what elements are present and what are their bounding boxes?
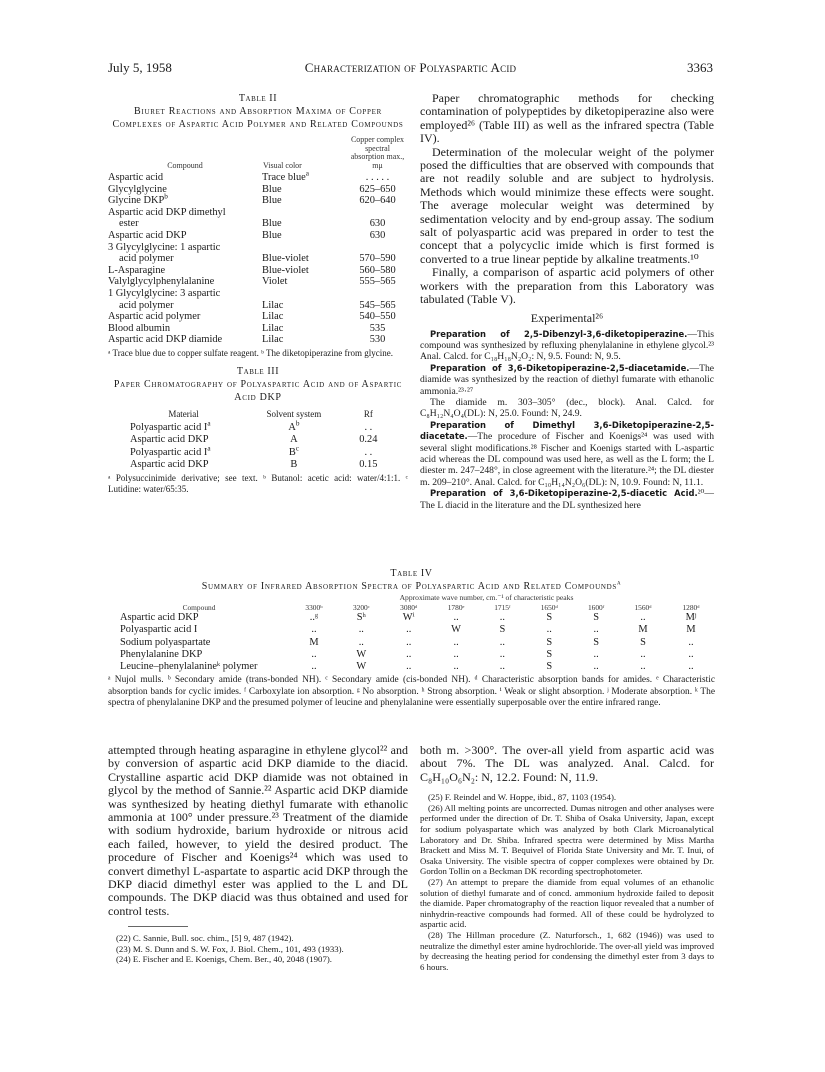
table2-cell-compound	[108, 184, 262, 196]
table2-label: Table II	[238, 93, 278, 104]
running-header	[108, 60, 713, 78]
table2-color-text: Violet	[262, 276, 288, 288]
table2-cell-color	[262, 323, 347, 335]
table4-col-wavenumber: 1650ᵈ	[540, 603, 558, 612]
table4-cell-intensity: S	[546, 661, 553, 673]
table4-cell-intensity: ..	[406, 624, 412, 636]
table2-cell-absorption: 570–590	[359, 253, 396, 265]
table3	[108, 407, 408, 471]
table4-wave-header: Approximate wave number, cm.⁻¹ of characteristic peaks	[399, 593, 574, 602]
table2-color-text: Blue	[262, 229, 282, 241]
exp-diacetic-heading: Preparation of 3,6-Diketopiperazine-2,5-diacetic Acid.	[430, 488, 698, 499]
table4-row	[108, 661, 715, 673]
table2-cell-absorption: 630	[369, 229, 386, 241]
left-column-top	[108, 92, 408, 495]
table4-cell-compound: Polyaspartic acid I	[120, 624, 198, 636]
table2-compound-text: Aspartic acid DKP	[108, 229, 187, 241]
table2-color-text: Blue	[262, 218, 282, 230]
table2-row	[108, 300, 408, 312]
table4-cell-intensity: ..	[311, 648, 317, 660]
table4-col-wavenumber: 1280ᵈ	[682, 603, 700, 612]
table2-cell-compound	[108, 192, 262, 207]
table3-cell-material	[108, 419, 259, 434]
table2-cell-compound	[108, 311, 262, 323]
table4-row	[108, 649, 715, 661]
table4-footnote: ᵃ Nujol mulls. ᵇ Secondary amide (trans-bonded NH). ᶜ Secondary amide (cis-bonded NH). ᵈ Characteristic absorption bands for amides. ᵉ Characteristic absorption bands for cyclic imides. ᶠ Carboxylate ion absorption. ᵍ No absorption. ʰ Strong absorption. ⁱ Weak or slight absorption. ʲ Moderate absorption. ᵏ The spectra of phenylalanine DKP and the presumed polymer of leucine and phenylalanine were essentially superposable over the entire infrared range.	[108, 675, 715, 709]
table2-row	[108, 195, 408, 207]
table3-material-text: Polyaspartic acid I	[130, 446, 208, 458]
table4-col-wavenumber: 3080ᵈ	[400, 603, 418, 612]
table2-cell-compound	[108, 172, 262, 184]
table2-row	[108, 311, 408, 323]
table3-row	[108, 459, 408, 471]
table2-col-visual: Visual color	[263, 160, 302, 170]
table4-cell-intensity: ..	[499, 636, 505, 648]
table2-cell-color	[262, 253, 347, 265]
paragraph-diacid-synthesis: attempted through heating asparagine in ethylene glycol²² and by conversion of aspartic acid DKP diamide to the diacid. Crystalline aspartic acid DKP diamide was not obtained in glycol by the method of Sannie.²² Aspartic acid DKP diamide was synthesized by heating diethyl fumarate with ethanolic ammonia at 100° under pressure.²³ Treatment of the diamide with sodium hydroxide, barium hydroxide or nitrous acid each failed, however, to yield the desired product. The procedure of Fischer and Koenigs²⁴ which was used to convert dimethyl L-aspartate to aspartic acid DKP through the DKP diacid dimethyl ester was applied to the L and DL compounds. The DKP diacid was thus obtained and used for control tests.	[108, 743, 408, 918]
table4-cell-compound: Leucine–phenylalanineᵏ polymer	[120, 661, 258, 673]
table3-row	[108, 447, 408, 459]
table2-color-text: Blue-violet	[262, 253, 309, 265]
table2-row	[108, 184, 408, 196]
exp-diacetate-heading: Preparation of Dimethyl 3,6-Diketopiperazine-2,5-diacetate.	[420, 419, 714, 442]
exp-diacetate-text: —The procedure of Fischer and Koenigs²⁴ was used with several slight modifications.²⁸ Fischer and Koenigs started with L-aspartic acid whereas the DL compound was used here, as well as the L form; the L diester m. 247–248°, in close agreement with the literature.²⁴; the DL diester m. 209–210°. Anal. Calcd. for C₁₀H₁₄N₂O₆(DL): N, 10.9. Found: N, 11.1.	[420, 431, 714, 488]
exp-diacetic-text: ²⁰— The L diacid in the literature and the DL synthesized here	[420, 488, 714, 511]
table4-cell-intensity: Wⁱ	[402, 612, 415, 623]
table2-row	[108, 253, 408, 265]
table2-cell-compound	[108, 288, 262, 300]
table2-cell-absorption: . . . . .	[365, 172, 390, 183]
table2-cell-color	[262, 300, 347, 312]
reference-footnote: (26) All melting points are uncorrected. Dumas nitrogen and other analyses were performed under the direction of Dr. T. Shiba of Osaka University, Japan, except for sodium polyaspartate which was analyzed by both Clark Microanalytical Laboratory and Dr. Shiba. Infrared spectra were determined by Miss Martha Brackett and Miss M. T. Bequivel of Florida State University and Mr. T. Inui, of Osaka University. The visible spectra of copper complexes were obtained by Dr. Gordon Tollin on a Beckman DK recording spectrophotometer.	[420, 802, 714, 877]
table3-solvent-text: B	[290, 458, 298, 470]
table4-cell-intensity: ..	[688, 661, 694, 673]
table4-row	[108, 624, 715, 636]
table4-cell-compound: Aspartic acid DKP	[120, 612, 199, 623]
table3-cell-solvent	[259, 444, 329, 459]
table4-cell-intensity: ..	[453, 612, 459, 623]
paragraph-comparison: Finally, a comparison of aspartic acid polymers of other workers with the preparation from this Laboratory was tabulated (Table V).	[420, 265, 714, 307]
reference-footnote: (23) M. S. Dunn and S. W. Fox, J. Biol. Chem., 101, 493 (1933).	[116, 943, 344, 954]
table4-col-wavenumber: 1715ᶠ	[494, 603, 511, 612]
table3-solvent-sup: b	[295, 419, 300, 428]
table3-cell-rf: . .	[364, 446, 373, 458]
table2-cell-absorption: 540–550	[359, 311, 396, 323]
reference-footnote: (27) An attempt to prepare the diamide from equal volumes of an ethanolic solution of diethyl fumarate and of concd. ammonium hydroxide failed to deposit the diamide. Paper chromatography of the reaction liquor revealed that a number of ninhydrin-reactive compounds had formed. All of these could be hydrolyzed to aspartic acid.	[420, 876, 714, 930]
table4-cell-intensity: ..	[593, 648, 599, 660]
table3-cell-material	[108, 459, 259, 471]
exp-diacetamide-text: —The diamide was synthesized by the reaction of diethyl fumarate with ethanolic ammonia.²³·²⁷	[420, 362, 714, 397]
table4-col-wavenumber: 1600ᶠ	[587, 603, 605, 612]
table4-cell-intensity: ..	[406, 661, 412, 673]
exp-diacetamide-heading: Preparation of 3,6-Diketopiperazine-2,5-diacetamide.	[430, 362, 690, 373]
header-title: Characterization of Polyaspartic Acid	[304, 60, 517, 75]
references-left	[108, 933, 408, 965]
reference-footnote: (25) F. Reindel and W. Hoppe, ibid., 87, 1103 (1954).	[428, 792, 617, 803]
experimental-heading: Experimental²⁶	[530, 310, 604, 325]
exp-dibenzyl-text: —This compound was synthesized by refluxing phenylalanine in ethylene glycol.²³ Anal. Calcd. for C₁₈H₁₈N₂O₂: N, 9.5. Found: N, 9.5.	[420, 328, 714, 363]
table2-cell-absorption: 620–640	[359, 195, 396, 207]
table2-row	[108, 276, 408, 288]
table4-cell-intensity: S	[546, 648, 553, 660]
table4-cell-intensity: M	[309, 636, 319, 648]
table2-compound-text: Aspartic acid DKP diamide	[108, 334, 223, 346]
table3-cell-solvent	[259, 419, 329, 434]
table4-col-compound: Compound	[182, 603, 216, 612]
exp-diacetate	[420, 420, 714, 488]
table4-label: Table IV	[390, 568, 433, 579]
table2-row	[108, 334, 408, 346]
table2-color-text: Lilac	[262, 334, 284, 346]
table4-cell-intensity: W	[356, 648, 367, 660]
table4-block	[108, 567, 715, 710]
table2-cell-color	[262, 184, 347, 196]
table3-label: Table III	[236, 365, 280, 377]
table4-cell-intensity: ..	[499, 648, 505, 660]
table2-color-text: Trace blue	[262, 172, 306, 183]
table2-compound-text: Aspartic acid polymer	[108, 311, 201, 323]
table2-cell-color	[262, 334, 347, 346]
table4-cell-intensity: ..	[358, 636, 364, 648]
reference-footnote: (24) E. Fischer and E. Koenigs, Chem. Ber., 40, 2048 (1907).	[116, 954, 332, 965]
table2-compound-text: Blood albumin	[108, 322, 171, 334]
exp-diamide-analysis: The diamide m. 303–305° (dec., block). Anal. Calcd. for C₈H₁₂N₄O₄(DL): N, 25.0. Found: N, 24.9.	[420, 396, 714, 420]
table2-title: Biuret Reactions and Absorption Maxima of Copper Complexes of Aspartic Acid Polymer and Related Compounds	[112, 106, 404, 130]
table2-footnote: ᵃ Trace blue due to copper sulfate reagent. ᵇ The diketopiperazine from glycine.	[108, 347, 393, 358]
table4-cell-compound: Phenylalanine DKP	[120, 648, 203, 660]
table3-material-text: Polyaspartic acid I	[130, 422, 208, 434]
table2-cell-color	[262, 195, 347, 207]
table2-cell-color	[262, 230, 347, 242]
table2-compound-text: Valylglycylphenylalanine	[108, 276, 215, 288]
table2-cell-color	[262, 242, 347, 254]
table2-cell-absorption: 560–580	[359, 264, 396, 276]
table3-solvent-text: B	[288, 446, 296, 458]
exp-diacetamide	[420, 363, 714, 397]
table2-cell-color	[262, 207, 347, 219]
table2-cell-compound	[108, 323, 262, 335]
table4-cell-intensity: S	[499, 624, 506, 636]
table2-cell-absorption: 630	[369, 218, 386, 230]
table4-cell-intensity: ..	[311, 661, 317, 673]
table2-cell-compound	[108, 207, 262, 219]
table2-cell-absorption	[347, 242, 408, 254]
table3-row	[108, 434, 408, 446]
right-column-top	[420, 92, 714, 511]
table4-row	[108, 637, 715, 649]
footnote-separator	[128, 926, 188, 927]
table2-color-text: Blue-violet	[262, 264, 309, 276]
table4-cell-intensity: S	[546, 636, 553, 648]
table4-cell-intensity: ..	[688, 636, 694, 648]
table2	[108, 135, 408, 346]
table2-compound-text: Aspartic acid DKP dimethyl	[108, 206, 226, 218]
table2-cell-compound	[108, 265, 262, 277]
table2-cell-color	[262, 311, 347, 323]
paragraph-molecular-weight: Determination of the molecular weight of the polymer posed the difficulties that are observed with compounds that are not readily soluble and are subject to hydrolysis. Methods which would minimize these effects were sought. The average molecular weight was determined by sedimentation velocity and by end-group assay. The sodium salt of polyaspartic acid was prepared in order to test the concept that a polycyclic imide which is first formed is converted to a true linear peptide by alkaline treatments.¹⁰	[420, 144, 714, 266]
right-column-bottom	[420, 744, 714, 972]
table2-compound-text: Glycine DKP	[108, 195, 165, 207]
table2-compound-text: Glycylglycine	[108, 183, 167, 195]
table2-row	[108, 172, 408, 184]
table3-solvent-text: A	[288, 422, 296, 434]
table4-cell-intensity: S	[546, 612, 553, 623]
table2-cell-compound	[108, 334, 262, 346]
table2-row	[108, 288, 408, 300]
table4-cell-intensity: ..	[453, 636, 459, 648]
table2-compound-text: 1 Glycylglycine: 3 aspartic	[108, 287, 221, 299]
table2-cell-absorption: 530	[369, 334, 386, 346]
table3-solvent-text: A	[290, 434, 298, 446]
table2-compound-text: L-Asparagine	[108, 264, 166, 276]
table2-color-text: Lilac	[262, 299, 284, 311]
table4-body	[108, 612, 715, 673]
table2-cell-absorption	[347, 207, 408, 219]
table3-cell-rf: 0.24	[359, 434, 378, 446]
table4-cell-intensity: ..	[406, 636, 412, 648]
table2-body	[108, 169, 408, 346]
exp-diacetic	[420, 488, 714, 511]
table4-col-wavenumber: 3200ᶜ	[352, 603, 370, 612]
table2-row	[108, 323, 408, 335]
table3-title: Paper Chromatography of Polyaspartic Acid and of Aspartic Acid DKP	[113, 378, 403, 403]
table2-compound-text: acid polymer	[119, 299, 174, 311]
paragraph-chromatography: Paper chromatographic methods for checking contamination of polypeptides by diketopiperazine also were employed²⁶ (Table III) as well as the infrared spectra (Table IV).	[420, 91, 714, 146]
table2-cell-color	[262, 288, 347, 300]
table2-row	[108, 265, 408, 277]
table3-col-rf: Rf	[363, 408, 373, 419]
table4-cell-intensity: ..	[640, 648, 646, 660]
table3-solvent-sup: c	[295, 444, 299, 453]
table4-cell-intensity: W	[451, 624, 461, 636]
table4-cell-intensity: ..	[688, 648, 694, 660]
exp-dibenzyl	[420, 329, 714, 363]
table4-cell-intensity: Mʲ	[685, 612, 697, 623]
header-date: July 5, 1958	[108, 60, 172, 75]
table4-cell-intensity: ..	[546, 624, 552, 636]
table4-cell-intensity: ..	[406, 648, 412, 660]
table4-col-wavenumber: 1780ᵉ	[447, 603, 465, 612]
exp-dibenzyl-heading: Preparation of 2,5-Dibenzyl-3,6-diketopiperazine.	[430, 328, 688, 339]
table3-footnote: ᵃ Polysuccinimide derivative; see text. ᵇ Butanol: acetic acid: water/4:1:1. ᶜ Lutidine: water/65:35.	[108, 472, 408, 494]
references-right	[420, 792, 714, 972]
table2-color-sup: a	[305, 169, 309, 178]
table2-cell-absorption: 555–565	[359, 276, 396, 288]
table4-cell-intensity: ..	[499, 661, 505, 673]
table2-cell-absorption	[347, 288, 408, 300]
table4-row	[108, 612, 715, 624]
table3-body	[108, 419, 408, 471]
table2-cell-color	[262, 265, 347, 277]
table2-cell-compound	[108, 242, 262, 254]
table4-cell-intensity: M	[686, 624, 696, 636]
table2-cell-compound	[108, 300, 262, 312]
table3-material-sup: a	[207, 444, 211, 453]
header-page-number: 3363	[687, 60, 713, 75]
table2-color-text: Lilac	[262, 322, 284, 334]
table4-cell-intensity: M	[638, 624, 648, 636]
table4-cell-intensity: ..ᵍ	[309, 612, 319, 623]
table4-col-wavenumber: 1560ᵈ	[634, 603, 652, 612]
table2-compound-text: acid polymer	[119, 253, 174, 265]
table2-cell-color	[262, 169, 347, 184]
table3-cell-material	[108, 444, 259, 459]
table3-cell-solvent	[259, 459, 329, 471]
table4-cell-intensity: ..	[453, 661, 459, 673]
table4-cell-intensity: ..	[593, 624, 599, 636]
table3-col-material: Material	[168, 408, 199, 419]
paragraph-diacid-yield: both m. >300°. The over-all yield from aspartic acid was about 7%. The DL was analyzed. Anal. Calcd. for C₈H₁₀O₆N₂: N, 12.2. Found: N, 11.9.	[420, 743, 714, 784]
table4-title-text: Summary of Infrared Absorption Spectra of Polyaspartic Acid and Related Compounds	[201, 581, 617, 592]
table3-material-text: Aspartic acid DKP	[130, 434, 209, 446]
reference-footnote: (22) C. Sannie, Bull. soc. chim., [5] 9, 487 (1942).	[116, 933, 294, 944]
table3-cell-material	[108, 434, 259, 446]
table4-cell-intensity: ..	[358, 624, 364, 636]
left-column-bottom	[108, 744, 408, 965]
table3-col-solvent: Solvent system	[266, 408, 322, 419]
table2-color-text: Blue	[262, 183, 282, 195]
table3-cell-solvent	[259, 434, 329, 446]
table2-row	[108, 218, 408, 230]
table2-row	[108, 242, 408, 254]
table4-cell-intensity: ..	[499, 612, 505, 623]
table2-compound-text: ester	[119, 218, 139, 230]
table4-cell-intensity: ..	[311, 624, 317, 636]
table3-material-sup: a	[207, 419, 211, 428]
table2-col-absorption: Copper complex spectral absorption max., mμ	[350, 135, 405, 170]
table4-cell-intensity: ..	[640, 612, 646, 623]
table2-col-compound: Compound	[167, 160, 203, 170]
table3-cell-rf: 0.15	[359, 458, 378, 470]
table2-compound-sup: b	[164, 192, 168, 201]
table2-compound-text: 3 Glycylglycine: 1 aspartic	[108, 241, 221, 253]
table2-row	[108, 230, 408, 242]
table4-cell-intensity: S	[640, 636, 646, 648]
reference-footnote: (28) The Hillman procedure (Z. Naturforsch., 1, 682 (1946)) was used to neutralize the dimethyl ester amine hydrochloride. The over-all yield was improved by decreasing the heating period for condensing the dimethyl ester from 3 days to 6 hours.	[420, 929, 715, 972]
table2-cell-color	[262, 218, 347, 230]
table2-cell-compound	[108, 230, 262, 242]
table2-color-text: Blue	[262, 195, 282, 207]
table4-cell-intensity: S	[593, 612, 600, 623]
table2-cell-compound	[108, 218, 262, 230]
table2-cell-absorption: 535	[369, 322, 386, 334]
table4-title-sup: a	[616, 578, 622, 587]
table3-material-text: Aspartic acid DKP	[130, 458, 209, 470]
table3-row	[108, 422, 408, 434]
table2-color-text: Lilac	[262, 311, 284, 323]
table4-title	[108, 580, 715, 593]
table3-cell-rf: . .	[364, 422, 373, 434]
table2-cell-compound	[108, 253, 262, 265]
table4	[108, 604, 715, 673]
table2-cell-color	[262, 276, 347, 288]
table2-row	[108, 207, 408, 219]
table4-cell-intensity: W	[356, 661, 367, 673]
table4-cell-intensity: Sʰ	[356, 612, 366, 623]
table4-cell-compound: Sodium polyaspartate	[120, 636, 211, 648]
table2-cell-compound	[108, 276, 262, 288]
table2-cell-absorption: 625–650	[359, 183, 396, 195]
table4-cell-intensity: ..	[453, 648, 459, 660]
table4-cell-intensity: ..	[640, 661, 646, 673]
table4-cell-intensity: ..	[593, 661, 599, 673]
table2-compound-text: Aspartic acid	[108, 172, 164, 183]
table2-cell-absorption: 545–565	[359, 299, 396, 311]
table4-cell-intensity: S	[593, 636, 600, 648]
table4-col-wavenumber: 3300ᵇ	[305, 603, 323, 612]
